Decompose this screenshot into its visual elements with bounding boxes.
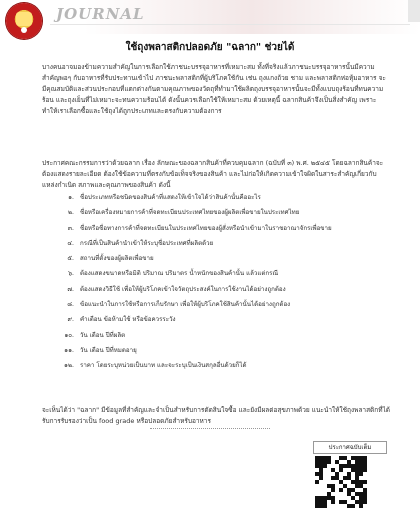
list-item <box>58 346 388 356</box>
header-divider <box>50 24 410 25</box>
item-text: ต้องแสดงวิธีใช้ เพื่อให้ผู้บริโภคเข้าใจวัตถุประสงค์ในการใช้งานได้อย่างถูกต้อง <box>80 285 286 293</box>
item-text: ชื่อหรือชื่อทางการค้าที่จดทะเบียนในประเทศไทยของผู้สั่งหรือนำเข้ามาในราชอาณาจักรเพื่อขาย <box>80 224 332 232</box>
list-item <box>58 269 388 279</box>
item-text: คำเตือน ข้อห้ามใช้ หรือข้อควรระวัง <box>80 316 176 324</box>
closing-paragraph: จะเห็นได้ว่า "ฉลาก" มีข้อมูลที่สำคัญและจำเป็นสำหรับการตัดสินใจซื้อ และยังมีผลต่อสุขภาพด้วย แนะนำให้ใช้ถุงพลาสติกที่ได้รับการรับรองว่าเป็น food grade หรือปลอดภัยสำหรับอาหาร <box>42 406 390 425</box>
list-item <box>58 193 388 203</box>
item-number: ๘. <box>67 301 74 309</box>
list-item <box>58 254 388 264</box>
item-number: ๑. <box>68 194 74 201</box>
dotted-divider <box>150 428 270 429</box>
item-text: วัน เดือน ปีที่หมดอายุ <box>80 346 137 354</box>
list-item <box>58 315 388 325</box>
item-text: ต้องแสดงขนาดหรือมิติ ปริมาณ ปริมาตร น้ำหนักของสินค้านั้น แล้วแต่กรณี <box>80 270 279 278</box>
item-text: ชื่อหรือเครื่องหมายการค้าที่จดทะเบียนประเทศไทยของผู้ผลิตเพื่อขายในประเทศไทย <box>80 209 300 217</box>
list-item <box>58 300 388 310</box>
item-text: ข้อแนะนำในการใช้หรือการเก็บรักษา เพื่อให้ผู้บริโภคใช้สินค้านั้นได้อย่างถูกต้อง <box>80 301 291 309</box>
item-number: ๕. <box>67 255 74 263</box>
list-item <box>58 331 388 341</box>
list-item <box>58 361 388 371</box>
item-number: ๑๑. <box>64 346 74 354</box>
item-text: ราคา โดยระบุหน่วยเป็นบาท และจะระบุเป็นเงินสกุลอื่นด้วยก็ได้ <box>80 362 247 370</box>
item-number: ๓. <box>67 224 74 232</box>
item-number: ๔. <box>67 239 74 247</box>
journal-wordmark: JOURNAL <box>56 5 145 23</box>
item-number: ๗. <box>67 285 74 293</box>
full-announcement-label: ประกาศฉบับเต็ม <box>313 441 387 454</box>
item-number: ๑๐. <box>64 331 74 339</box>
label-requirements-list <box>58 193 388 377</box>
list-item <box>58 208 388 218</box>
item-number: ๙. <box>67 316 74 324</box>
list-item <box>58 239 388 249</box>
law-paragraph: ประกาศคณะกรรมการว่าด้วยฉลาก เรื่อง ลักษณะของฉลากสินค้าที่ควบคุมฉลาก (ฉบับที่ ๓) พ.ศ. ๒๕๔๕ โดยฉลากสินค้าจะต้องแสดงรายละเอียด ต้องใช้ข้อความที่ตรงกับข้อเท็จจริงของสินค้า และไม่ก่อให้เกิดความเข้าใจผิดในสาระสำคัญเกี่ยวกับแหล่งกำเนิด สภาพและคุณภาพของสินค้า ดังนี้ <box>42 159 384 189</box>
list-item <box>58 224 388 234</box>
intro-paragraph: บางคนอาจมองข้ามความสำคัญในการเลือกใช้ภาชนะบรรจุอาหารที่เหมาะสม ทั้งที่จริงแล้วภาชนะบรรจุอาหารนั้นมีความสำคัญพอๆ กับอาหารที่รับประทานเข้าไป ภาชนะพลาสติกที่ผู้บริโภคใช้กัน เช่น ถุงแกงถ้วย ชาม และพลาสติกห่อหุ้มอาหาร จะมีคุณสมบัติและส่วนประกอบที่แตกต่างกันตามคุณภาพของวัตถุที่ทำมาใช้ผลิตถุงบรรจุอาหารนั้นจะมีทั้งแบบถุงร้อนที่ทนความร้อน และถุงเย็นที่ไม่เหมาะจะทนความร้อนได้ ดังนั้นควรเลือกใช้ให้เหมาะสม ด้วยเหตุนี้ ฉลากสินค้าจึงเป็นสิ่งสำคัญ เพราะทำให้เราเลือกซื้อและใช้ถุงได้ถูกประเภทและตรงกับความต้องการ <box>42 63 386 115</box>
item-text: วัน เดือน ปีที่ผลิต <box>80 331 126 339</box>
item-text: ชื่อประเภทหรือชนิดของสินค้าที่แสดงให้เข้าใจได้ว่าสินค้านั้นคืออะไร <box>80 194 261 201</box>
item-text: กรณีที่เป็นสินค้านำเข้าให้ระบุชื่อประเทศที่ผลิตด้วย <box>80 239 214 247</box>
qr-code-icon[interactable] <box>315 456 367 508</box>
page-edge <box>408 0 420 22</box>
item-number: ๖. <box>68 270 74 278</box>
list-item <box>58 285 388 295</box>
article-title: ใช้ถุงพลาสติกปลอดภัย "ฉลาก" ช่วยได้ <box>125 42 295 53</box>
emblem-logo <box>6 3 42 39</box>
item-number: ๑๒. <box>64 362 74 370</box>
item-text: สถานที่ตั้งของผู้ผลิตเพื่อขาย <box>80 255 154 263</box>
item-number: ๒. <box>67 209 74 217</box>
